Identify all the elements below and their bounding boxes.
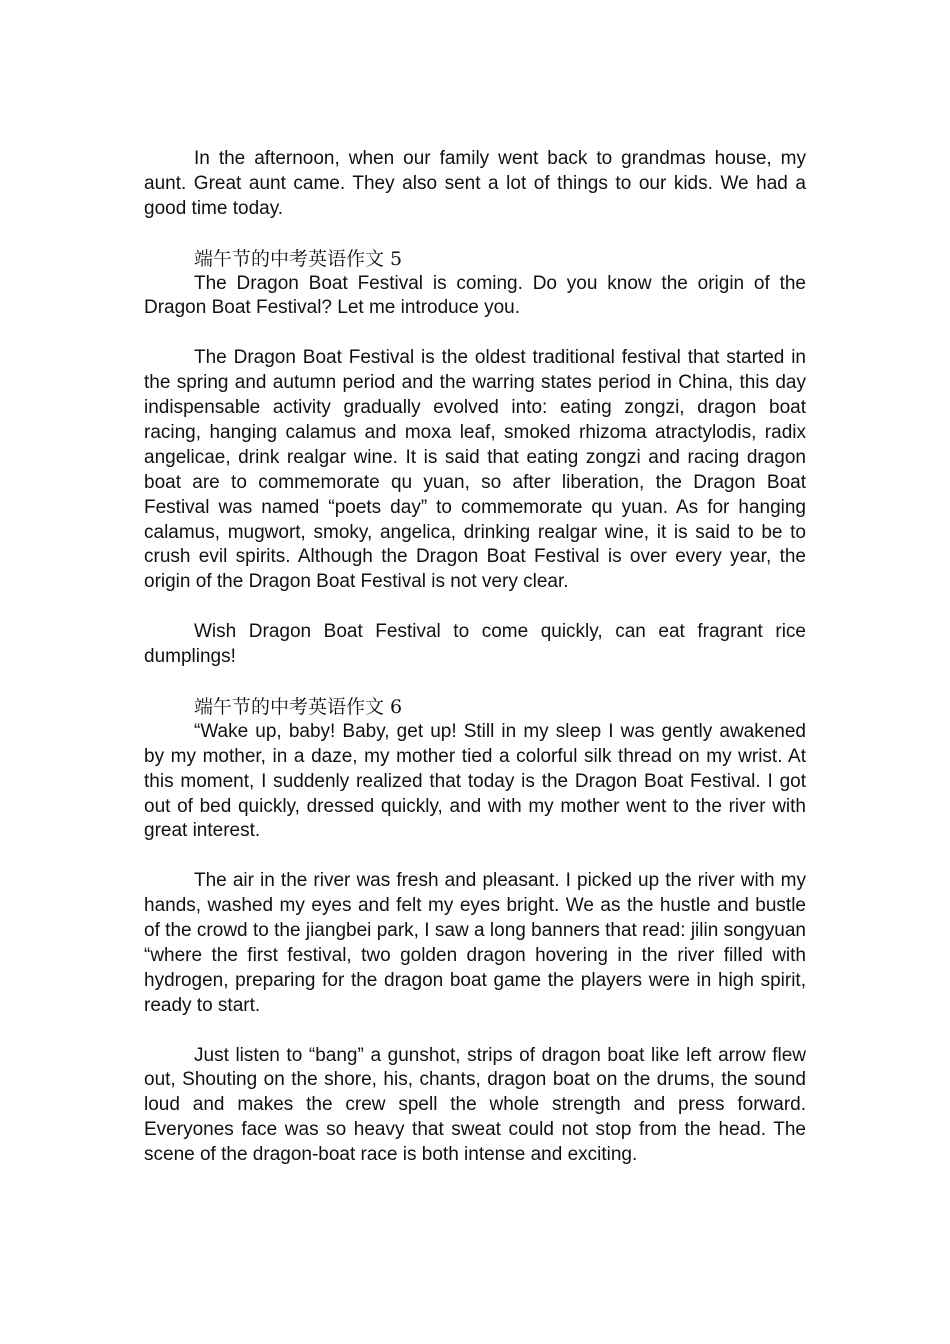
paragraph-gap xyxy=(144,595,806,620)
paragraph-festival-coming: The Dragon Boat Festival is coming. Do you know the origin of the Dragon Boat Festival? Let me introduce you. xyxy=(144,272,806,319)
paragraph-race: Just listen to “bang” a gunshot, strips of dragon boat like left arrow flew out, Shouting on the shore, his, chants, dragon boat on the drums, the sound loud and makes the crew spell the whole strength and press forward. Everyones face was so heavy that sweat could not stop from the head. The scene of the dragon-boat race is both intense and exciting. xyxy=(144,1044,806,1166)
essay-5-heading: 端午节的中考英语作文 5 xyxy=(194,247,403,270)
essay-6-heading: 端午节的中考英语作文 6 xyxy=(194,695,403,718)
paragraph-river: The air in the river was fresh and pleasant. I picked up the river with my hands, washed my eyes and felt my eyes bright. We as the hustle and bustle of the crowd to the jiangbei park, I saw a long banners that read: jilin songyuan “where the first festival, two golden dragon hovering in the river filled with hydrogen, preparing for the dragon boat game the players were in high spirit, ready to start. xyxy=(144,870,806,1016)
paragraph-gap xyxy=(144,1019,806,1044)
document-page xyxy=(144,147,806,1168)
paragraph-gap xyxy=(144,321,806,346)
paragraph-gap xyxy=(144,670,806,695)
paragraph-wake-up: “Wake up, baby! Baby, get up! Still in my sleep I was gently awakened by my mother, in a daze, my mother tied a colorful silk thread on my wrist. At this moment, I suddenly realized that today is the Dragon Boat Festival. I got out of bed quickly, dressed quickly, and with my mother went to the river with great interest. xyxy=(144,720,806,842)
paragraph-festival-origin: The Dragon Boat Festival is the oldest traditional festival that started in the spring and autumn period and the warring states period in China, this day indispensable activity gradually evolved into: eating zongzi, dragon boat racing, hanging calamus and moxa leaf, smoked rhizoma atractylodis, radix angelicae, drink realgar wine. It is said that eating zongzi and racing dragon boat are to commemorate qu yuan, so after liberation, the Dragon Boat Festival was named “poets day” to commemorate qu yuan. As for hanging calamus, mugwort, smoky, angelica, drinking realgar wine, it is said to be to crush evil spirits. Although the Dragon Boat Festival is over every year, the origin of the Dragon Boat Festival is not very clear. xyxy=(144,347,806,593)
paragraph-wish: Wish Dragon Boat Festival to come quickly, can eat fragrant rice dumplings! xyxy=(144,621,806,668)
paragraph-gap xyxy=(144,844,806,869)
paragraph-afternoon: In the afternoon, when our family went back to grandmas house, my aunt. Great aunt came. They also sent a lot of things to our kids. We had a good time today. xyxy=(144,148,806,219)
paragraph-gap xyxy=(144,222,806,247)
